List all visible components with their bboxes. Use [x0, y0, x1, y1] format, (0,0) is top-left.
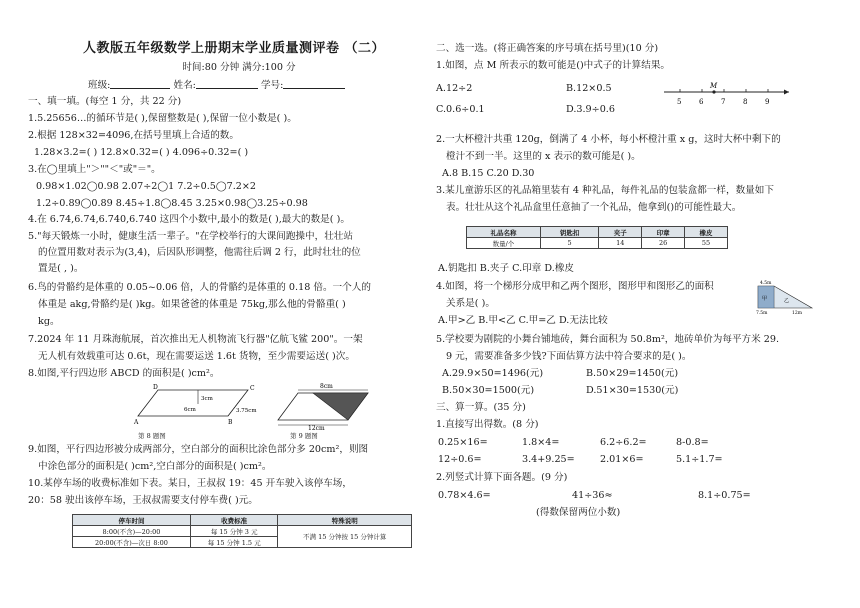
choice-q5-optB: B.50×29=1450(元) [586, 368, 679, 379]
calc-row2-item: 2.01×6= [600, 454, 644, 465]
calc-q2-item: 8.1÷0.75= [698, 490, 751, 501]
page-title: 人教版五年级数学上册期末学业质量测评卷 （二） [82, 41, 386, 56]
fill-q4: 4.在 6.74,6.74,6.740,6.740 这四个小数中,最小的数是( ),最大的数是( )。 [28, 214, 350, 225]
tick-label-6: 6 [699, 98, 704, 106]
choice-q3-line2: 表。壮壮从这个礼品盒里任意抽了一个礼品，他拿到()的可能性最大。 [446, 202, 742, 213]
label-C: C [250, 385, 255, 392]
calc-q2-item: 0.78×4.6= [438, 490, 491, 501]
table-row [73, 526, 412, 537]
choice-q4-options: A.甲>乙 B.甲<乙 C.甲=乙 D.无法比较 [438, 315, 608, 326]
fill-q7-line2: 无人机有效载重可达 0.6t，现在需要运送 1.6t 货物，至少需要运送( )次。 [38, 351, 355, 362]
table-cell: 26 [642, 238, 685, 249]
shaded-triangle [313, 393, 368, 420]
choice-q5-optD: D.51×30=1530(元) [586, 385, 679, 396]
label-8cm: 8cm [320, 383, 333, 390]
figure-9-parallelogram [268, 380, 378, 430]
number-line-figure [664, 80, 794, 110]
label-12m: 12m [792, 311, 802, 316]
choice-q1-optB: B.12×0.5 [566, 83, 612, 94]
fill-q5-line3: 置是( , )。 [38, 263, 84, 274]
header-cell: 夹子 [599, 227, 642, 238]
choice-q4-line2: 关系是( )。 [446, 298, 495, 309]
table-header-row [73, 515, 412, 526]
fill-q9-line2: 中涂色部分的面积是( )cm²,空白部分的面积是( )cm²。 [38, 461, 272, 472]
choice-q1: 1.如图，点 M 所表示的数可能是()中式子的计算结果。 [436, 60, 671, 71]
id-label: 学号: [260, 80, 284, 91]
point-M [712, 90, 715, 93]
table-cell: 5 [540, 238, 598, 249]
calc-row2-item: 5.1÷1.7= [676, 454, 723, 465]
calc-row1-item: 6.2÷6.2= [600, 437, 647, 448]
name-label: 姓名: [173, 80, 196, 91]
label-D: D [153, 384, 158, 391]
fill-q7-line1: 7.2024 年 11 月珠海航展，首次推出无人机物流飞行器"亿航飞鲨 200"。一架 [28, 334, 363, 345]
choice-q5-line2: 9 元，需要准备多少钱?下面估算方法中符合要求的是( )。 [446, 351, 692, 362]
calc-q1: 1.直接写出得数。(8 分) [436, 419, 539, 430]
arrow-right-icon [784, 90, 789, 95]
table-cell: 20:00(不含)—次日 8:00 [73, 537, 191, 548]
calc-row1-item: 0.25×16= [438, 437, 488, 448]
fill-q2: 2.根据 128×32=4096,在括号里填上合适的数。 [28, 130, 239, 141]
fill-q10-line2: 20：58 驶出该停车场，王叔叔需要支付停车费( )元。 [28, 495, 258, 506]
fill-q5-line1: 5."每天锻炼一小时，健康生活一辈子。"在学校举行的大课间跑操中，壮壮站 [28, 231, 353, 242]
calc-row2-item: 3.4+9.25= [522, 454, 575, 465]
section-2-heading: 二、选一选。(将正确答案的序号填在括号里)(10 分) [436, 43, 659, 54]
figure-8-caption: 第 8 题图 [138, 432, 166, 440]
calc-row2-item: 12÷0.6= [438, 454, 482, 465]
choice-q5-optC: B.50×30=1500(元) [442, 385, 535, 396]
name-blank [196, 78, 258, 89]
table-row [467, 238, 728, 249]
row-label: 数量/个 [467, 238, 541, 249]
header-cell: 特殊说明 [278, 515, 412, 526]
header-cell: 橡皮 [685, 227, 728, 238]
fill-q5-line2: 的位置用数对表示为(3,4)，后因队形调整，他需往后调 2 行，此时壮壮的位 [38, 247, 361, 258]
calc-q2-item: 41÷36≈ [572, 490, 613, 501]
label-375cm: 3.75cm [236, 408, 257, 414]
choice-q3-line1: 3.某儿童游乐区的礼品箱里装有 4 种礼品，每件礼品的包装盒都一样，数量如下 [436, 185, 774, 196]
table-cell: 每 15 分钟 3 元 [190, 526, 278, 537]
class-blank [110, 78, 170, 89]
fill-q2-items: 1.28×3.2=( ) 12.8×0.32=( ) 4.096÷0.32=( ) [34, 147, 249, 158]
label-M: M [710, 82, 718, 90]
label-12cm: 12cm [308, 425, 325, 430]
label-45m: 4.5m [760, 281, 772, 286]
label-B: B [228, 419, 233, 426]
choice-q1-optC: C.0.6÷0.1 [436, 104, 485, 115]
calc-q2-note: (得数保留两位小数) [536, 507, 621, 518]
section-1-heading: 一、填一填。(每空 1 分，共 22 分) [28, 96, 182, 107]
choice-q2-line1: 2.一大杯橙汁共重 120g，倒满了 4 小杯，每小杯橙汁重 x g，这时大杯中剩下的 [436, 134, 781, 145]
table-header-row [467, 227, 728, 238]
student-info-line [88, 78, 430, 92]
choice-q3-options: A.钥匙扣 B.夹子 C.印章 D.橡皮 [438, 263, 575, 274]
figure-8-parallelogram [128, 382, 258, 428]
header-cell: 印章 [642, 227, 685, 238]
header-cell: 礼品名称 [467, 227, 541, 238]
fill-q3-row2: 1.2÷0.89◯0.89 8.45÷1.8◯8.45 3.25×0.98◯3.25÷0.98 [36, 198, 308, 209]
fill-q8: 8.如图,平行四边形 ABCD 的面积是( )cm²。 [28, 368, 220, 379]
label-A: A [134, 419, 139, 426]
fill-q3-row1: 0.98×1.02◯0.98 2.07÷2◯1 7.2÷0.5◯7.2×2 [36, 181, 256, 192]
header-cell: 钥匙扣 [540, 227, 598, 238]
fill-q10-line1: 10.某停车场的收费标准如下表。某日，王叔叔 19：45 开车驶入该停车场， [28, 478, 352, 489]
tick-label-9: 9 [765, 98, 770, 106]
figure-9-caption: 第 9 题图 [290, 432, 318, 440]
time-score: 时间:80 分钟 满分:100 分 [182, 62, 296, 73]
table-cell-note: 不满 15 分钟按 15 分钟计算 [278, 526, 412, 548]
tick-label-7: 7 [721, 98, 726, 106]
header-cell: 收费标准 [190, 515, 278, 526]
table-cell: 14 [599, 238, 642, 249]
tick-label-5: 5 [677, 98, 682, 106]
parking-fee-table [72, 514, 412, 548]
fill-q9-line1: 9.如图，平行四边形被分成两部分，空白部分的面积比涂色部分多 20cm²，则图 [28, 444, 369, 455]
class-label: 班级: [88, 80, 111, 91]
table-cell: 8:00(不含)—20:00 [73, 526, 191, 537]
label-3cm: 3cm [201, 396, 213, 402]
fill-q6-line2: 体重是 akg,骨骼约是( )kg。如果爸爸的体重是 75kg,那么他的骨骼重( ) [38, 299, 346, 310]
tick-label-8: 8 [743, 98, 748, 106]
figure-4-trapezoid [752, 280, 818, 316]
label-75m: 7.5m [756, 311, 768, 316]
fill-q6-line3: kg。 [38, 316, 60, 327]
choice-q1-optD: D.3.9÷0.6 [566, 104, 615, 115]
id-blank [283, 78, 345, 89]
choice-q1-optA: A.12÷2 [436, 83, 473, 94]
gift-table [466, 226, 728, 249]
fill-q6-line1: 6.鸟的骨骼约是体重的 0.05~0.06 倍，人的骨骼约是体重的 0.18 倍。一个人的 [28, 282, 371, 293]
choice-q5-optA: A.29.9×50=1496(元) [442, 368, 544, 379]
choice-q2-options: A.8 B.15 C.20 D.30 [442, 168, 535, 179]
choice-q2-line2: 橙汁不到一半。这里的 x 表示的数可能是( )。 [446, 151, 641, 162]
table-cell: 55 [685, 238, 728, 249]
fill-q1: 1.5.25656…的循环节是( ),保留整数是( ),保留一位小数是( )。 [28, 113, 297, 124]
calc-q2: 2.列竖式计算下面各题。(9 分) [436, 472, 568, 483]
choice-q5-line1: 5.学校要为剧院的小舞台铺地砖，舞台面积为 50.8m²，地砖单价为每平方米 29. [436, 334, 780, 345]
choice-q4-line1: 4.如图，将一个梯形分成甲和乙两个图形，图形甲和图形乙的面积 [436, 281, 714, 292]
table-cell: 每 15 分钟 1.5 元 [190, 537, 278, 548]
label-jia: 甲 [762, 296, 768, 302]
header-cell: 停车时间 [73, 515, 191, 526]
fill-q3: 3.在◯里填上"＞""＜"或"＝"。 [28, 164, 161, 175]
section-3-heading: 三、算一算。(35 分) [436, 402, 526, 413]
calc-row1-item: 1.8×4= [522, 437, 560, 448]
calc-row1-item: 8-0.8= [676, 437, 709, 448]
label-yi: 乙 [784, 298, 790, 304]
label-6cm: 6cm [184, 407, 196, 413]
